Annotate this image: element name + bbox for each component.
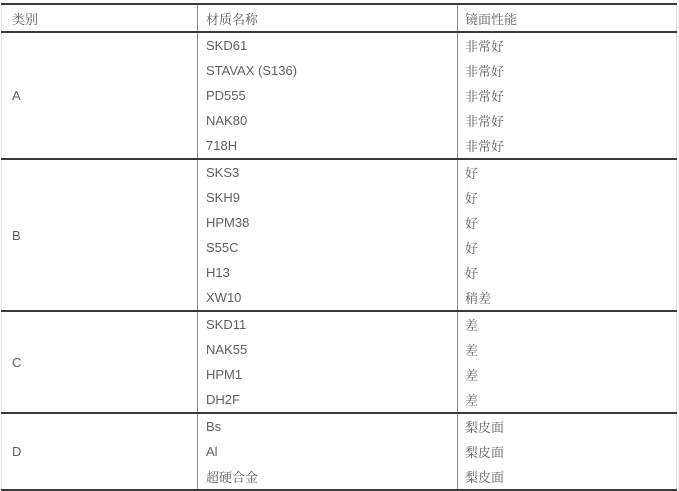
material-cell: NAK55 xyxy=(198,337,458,362)
material-cell: Al xyxy=(198,439,458,464)
performance-cell: 差 xyxy=(458,387,677,413)
material-cell: XW10 xyxy=(198,285,458,311)
table-row xyxy=(2,159,677,185)
performance-cell: 非常好 xyxy=(458,32,677,58)
performance-cell: 梨皮面 xyxy=(458,439,677,464)
material-cell: SKH9 xyxy=(198,185,458,210)
performance-cell: 好 xyxy=(458,210,677,235)
table-row xyxy=(2,311,677,337)
performance-cell: 好 xyxy=(458,159,677,185)
performance-cell: 梨皮面 xyxy=(458,413,677,439)
table-row xyxy=(2,413,677,439)
performance-cell: 差 xyxy=(458,362,677,387)
material-cell: DH2F xyxy=(198,387,458,413)
group-a xyxy=(2,32,677,159)
material-cell: HPM38 xyxy=(198,210,458,235)
performance-cell: 非常好 xyxy=(458,108,677,133)
category-cell: D xyxy=(12,444,22,459)
material-cell: STAVAX (S136) xyxy=(198,58,458,83)
material-cell: PD555 xyxy=(198,83,458,108)
performance-cell: 非常好 xyxy=(458,58,677,83)
column-header-mirror-performance: 镜面性能 xyxy=(458,4,677,32)
performance-cell: 差 xyxy=(458,311,677,337)
group-c xyxy=(2,311,677,413)
table-row xyxy=(2,32,677,58)
column-header-material: 材质名称 xyxy=(198,4,458,32)
performance-cell: 梨皮面 xyxy=(458,464,677,490)
material-cell: S55C xyxy=(198,235,458,260)
category-cell: B xyxy=(12,227,21,243)
performance-cell: 非常好 xyxy=(458,83,677,108)
material-cell: 超硬合金 xyxy=(198,464,458,490)
table-header xyxy=(2,4,677,32)
category-cell: C xyxy=(12,354,22,370)
group-d xyxy=(2,413,677,490)
material-cell: SKS3 xyxy=(198,159,458,185)
performance-cell: 好 xyxy=(458,260,677,285)
performance-cell: 好 xyxy=(458,235,677,260)
material-cell: SKD61 xyxy=(198,32,458,58)
material-cell: NAK80 xyxy=(198,108,458,133)
performance-cell: 稍差 xyxy=(458,285,677,311)
group-b xyxy=(2,159,677,311)
performance-cell: 差 xyxy=(458,337,677,362)
performance-cell: 好 xyxy=(458,185,677,210)
material-cell: SKD11 xyxy=(198,311,458,337)
material-cell: Bs xyxy=(198,413,458,439)
category-cell: A xyxy=(12,88,21,103)
mold-steel-mirror-table xyxy=(1,3,677,491)
material-cell: H13 xyxy=(198,260,458,285)
header-row xyxy=(2,4,677,32)
column-header-category: 类别 xyxy=(2,4,198,32)
performance-cell: 非常好 xyxy=(458,133,677,159)
material-cell: HPM1 xyxy=(198,362,458,387)
material-cell: 718H xyxy=(198,133,458,159)
